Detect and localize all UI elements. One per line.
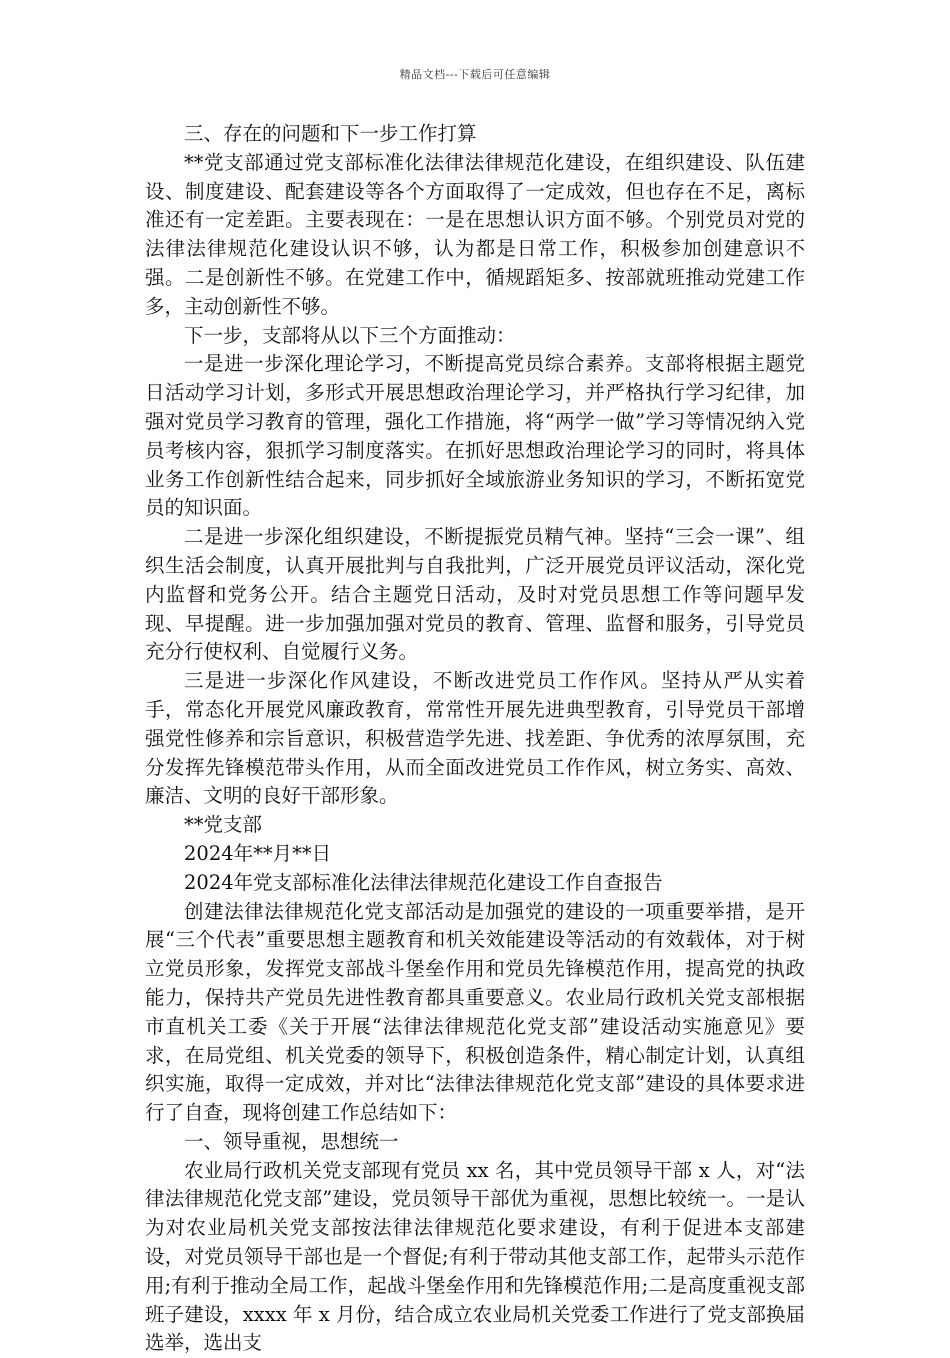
page-header: 精品文档---下载后可任意编辑: [399, 68, 551, 81]
paragraph: 三是进一步深化作风建设，不断改进党员工作作风。坚持从严从实着手，常态化开展党风廉政教育，常常性开展先进典型教育，引导党员干部增强党性修养和宗旨意识，积极营造学先进、找差距、争优秀的浓厚氛围，充分发挥先锋模范带头作用，从而全面改进党员工作作风，树立务实、高效、廉洁、文明的良好干部形象。: [145, 669, 805, 808]
paragraph: **党支部通过党支部标准化法律法律规范化建设，在组织建设、队伍建设、制度建设、配套建设等各个方面取得了一定成效，但也存在不足，离标准还有一定差距。主要表现在：一是在思想认识方面不够。个别党员对党的法律法律规范化建设认识不够，认为都是日常工作，积极参加创建意识不强。二是创新性不够。在党建工作中，循规蹈矩多、按部就班推动党建工作多，主动创新性不够。: [145, 150, 805, 318]
document-body: [145, 120, 805, 1358]
paragraph: 下一步，支部将从以下三个方面推动：: [184, 323, 516, 347]
section-heading-leadership: 一、领导重视，思想统一: [184, 1129, 399, 1153]
paragraph: 创建法律法律规范化党支部活动是加强党的建设的一项重要举措，是开展“三个代表”重要思想主题教育和机关效能建设等活动的有效载体，对于树立党员形象，发挥党支部战斗堡垒作用和党员先锋模范作用，提高党的执政能力，保持共产党员先进性教育都具重要意义。农业局行政机关党支部根据市直机关工委《关于开展“法律法律规范化党支部”建设活动实施意见》要求，在局党组、机关党委的领导下，积极创造条件，精心制定计划，认真组织实施，取得一定成效，并对比“法律法律规范化党支部”建设的具体要求进行了自查，现将创建工作总结如下：: [145, 899, 805, 1125]
report-title: 2024年党支部标准化法律法律规范化建设工作自查报告: [184, 870, 663, 894]
paragraph: 二是进一步深化组织建设，不断提振党员精气神。坚持“三会一课”、组织生活会制度，认真开展批判与自我批判，广泛开展党员评议活动，深化党内监督和党务公开。结合主题党日活动，及时对党员思想工作等问题早发现、早提醒。进一步加强加强对党员的教育、管理、监督和服务，引导党员充分行使权利、自觉履行义务。: [145, 525, 805, 664]
section-heading-problems: 三、存在的问题和下一步工作打算: [184, 122, 477, 145]
signature-org: **党支部: [184, 813, 263, 837]
paragraph: 农业局行政机关党支部现有党员 xx 名，其中党员领导干部 x 人，对“法律法律规范化党支部”建设，党员领导干部优为重视，思想比较统一。一是认为对农业局机关党支部按法律法律规范化要求建设，有利于促进本支部建设，对党员领导干部也是一个督促;有利于带动其他支部工作，起带头示范作用;有利于推动全局工作，起战斗堡垒作用和先锋模范作用;二是高度重视支部班子建设，xxxx 年 x 月份，结合成立农业局机关党委工作进行了党支部换届选举，选出支: [145, 1158, 805, 1355]
signature-date: 2024年**月**日: [184, 841, 332, 865]
paragraph: 一是进一步深化理论学习，不断提高党员综合素养。支部将根据主题党日活动学习计划，多形式开展思想政治理论学习，并严格执行学习纪律，加强对党员学习教育的管理，强化工作措施，将“两学一做”学习等情况纳入党员考核内容，狠抓学习制度落实。在抓好思想政治理论学习的同时，将具体业务工作创新性结合起来，同步抓好全域旅游业务知识的学习，不断拓宽党员的知识面。: [145, 352, 805, 520]
